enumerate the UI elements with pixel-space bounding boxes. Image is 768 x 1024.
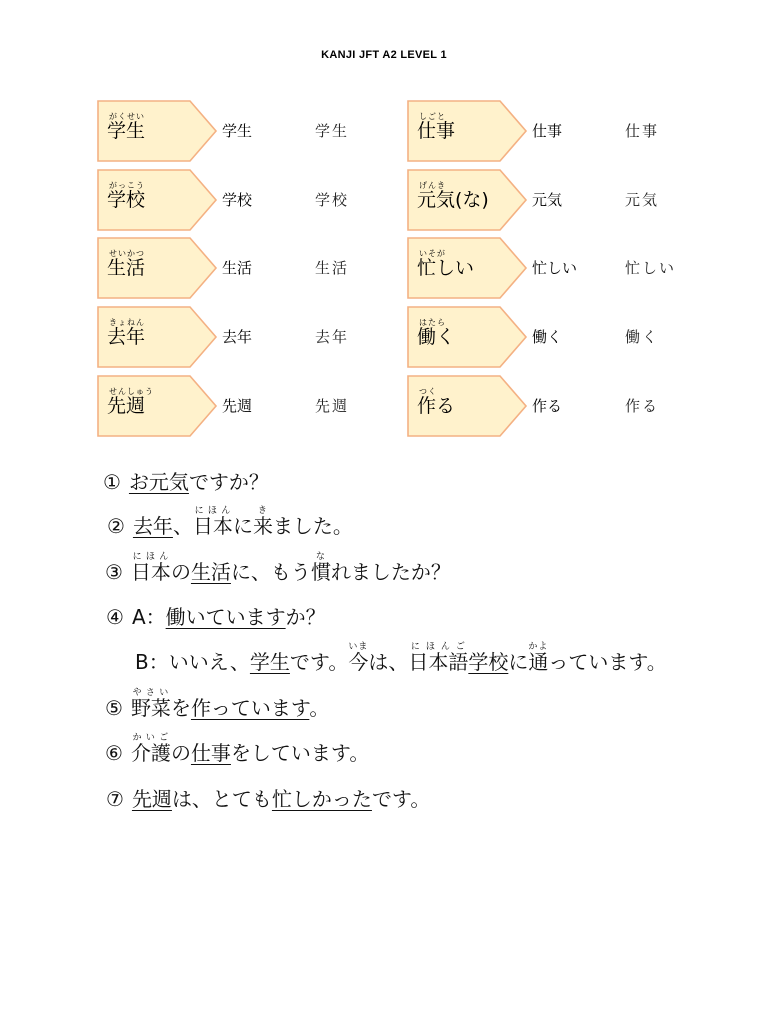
sentence-text: をしています。 bbox=[230, 741, 370, 765]
handwriting-sample: 学校 bbox=[315, 191, 350, 209]
ruby-base: 通 bbox=[528, 650, 549, 674]
furigana-reading: き bbox=[252, 506, 273, 516]
underlined-word: 学校 bbox=[468, 650, 509, 674]
furigana-word bbox=[130, 688, 171, 720]
furigana-word bbox=[528, 642, 549, 674]
sentence-text: です。 bbox=[289, 650, 349, 674]
sentence-number: ⑤ bbox=[105, 696, 123, 720]
sentence-text: は、とても bbox=[171, 787, 272, 811]
furigana-word bbox=[348, 642, 369, 674]
ruby-base: 野菜 bbox=[130, 696, 171, 720]
print-sample: 学校 bbox=[222, 191, 253, 209]
handwriting-sample: 学生 bbox=[315, 122, 350, 140]
sentence-text: に bbox=[232, 514, 253, 538]
kanji-card bbox=[97, 375, 217, 437]
sentence-text: の bbox=[170, 560, 191, 584]
furigana-reading: な bbox=[310, 552, 331, 562]
underlined-word: 学生 bbox=[249, 650, 290, 674]
kanji-card bbox=[97, 306, 217, 368]
ruby-base: 来 bbox=[252, 514, 273, 538]
sentence-text: です。 bbox=[371, 787, 431, 811]
sentence-text: 、 bbox=[172, 514, 193, 538]
underlined-word: 生活 bbox=[190, 560, 231, 584]
print-sample: 仕事 bbox=[532, 122, 563, 140]
sentence-text: 。 bbox=[309, 696, 330, 720]
card-kanji: 作る bbox=[417, 395, 456, 417]
furigana-word bbox=[310, 552, 331, 584]
handwriting-sample: 去年 bbox=[315, 328, 350, 346]
furigana-reading: いま bbox=[348, 642, 369, 652]
sentence-number: ③ bbox=[105, 560, 123, 584]
card-kanji: 仕事 bbox=[417, 120, 456, 142]
kanji-card bbox=[407, 237, 527, 299]
furigana-word bbox=[408, 642, 469, 674]
sentence-text: ました。 bbox=[272, 514, 353, 538]
print-sample: 働く bbox=[532, 328, 563, 346]
sentence-line bbox=[105, 686, 329, 730]
sentence-line bbox=[106, 777, 430, 821]
kanji-card bbox=[97, 100, 217, 162]
handwriting-sample: 働く bbox=[625, 328, 660, 346]
sentence-number: ④ bbox=[106, 605, 124, 629]
underlined-word: 仕事 bbox=[190, 741, 231, 765]
sentence-text: れましたか？ bbox=[330, 560, 451, 584]
card-furigana: がっこう bbox=[109, 181, 145, 190]
handwriting-sample: 作る bbox=[625, 397, 660, 415]
handwriting-sample: 生活 bbox=[315, 259, 350, 277]
furigana-word bbox=[130, 552, 171, 584]
sentence-line bbox=[105, 731, 369, 775]
sentence-text: か？ bbox=[285, 605, 326, 629]
furigana-reading: かいご bbox=[130, 733, 171, 743]
sentence-text: に、もう bbox=[230, 560, 311, 584]
underlined-word: 去年 bbox=[132, 514, 173, 538]
handwriting-sample: 仕事 bbox=[625, 122, 660, 140]
sentence-text: A： bbox=[131, 605, 166, 629]
sentence-text: B：いいえ、 bbox=[135, 650, 250, 674]
furigana-reading: にほん bbox=[130, 552, 171, 562]
print-sample: 作る bbox=[532, 397, 563, 415]
ruby-base: 日本語 bbox=[408, 650, 469, 674]
sentence-line bbox=[105, 550, 451, 594]
handwriting-sample: 先週 bbox=[315, 397, 350, 415]
ruby-base: 日本 bbox=[192, 514, 233, 538]
ruby-base: 介護 bbox=[130, 741, 171, 765]
handwriting-sample: 元気 bbox=[625, 191, 660, 209]
furigana-word bbox=[130, 733, 171, 765]
kanji-card bbox=[97, 237, 217, 299]
furigana-reading: にほん bbox=[192, 506, 233, 516]
kanji-card bbox=[97, 169, 217, 231]
card-furigana: きょねん bbox=[109, 318, 145, 327]
sentence-number: ② bbox=[107, 514, 125, 538]
page-title: KANJI JFT A2 LEVEL 1 bbox=[321, 49, 447, 61]
furigana-reading: やさい bbox=[130, 688, 171, 698]
ruby-base: 日本 bbox=[130, 560, 171, 584]
furigana-word bbox=[252, 506, 273, 538]
underlined-word: 作っています bbox=[190, 696, 310, 720]
sentence-line bbox=[107, 504, 353, 548]
card-kanji: 忙しい bbox=[417, 257, 475, 279]
furigana-reading: かよ bbox=[528, 642, 549, 652]
card-kanji: 生活 bbox=[107, 257, 146, 279]
card-furigana: しごと bbox=[419, 112, 446, 121]
sentence-text: を bbox=[170, 696, 191, 720]
card-kanji: 働く bbox=[417, 326, 456, 348]
print-sample: 学生 bbox=[222, 122, 253, 140]
card-furigana: せいかつ bbox=[109, 249, 145, 258]
card-kanji: 去年 bbox=[107, 326, 146, 348]
sentence-text: っています。 bbox=[548, 650, 667, 674]
sentence-text: は、 bbox=[368, 650, 409, 674]
kanji-card bbox=[407, 375, 527, 437]
furigana-word bbox=[192, 506, 233, 538]
sentence-line bbox=[106, 595, 326, 639]
sentence-text: ですか？ bbox=[188, 470, 269, 494]
kanji-card bbox=[407, 100, 527, 162]
underlined-word: 忙しかった bbox=[271, 787, 372, 811]
card-kanji: 学校 bbox=[107, 189, 146, 211]
card-furigana: つく bbox=[419, 387, 437, 396]
print-sample: 元気 bbox=[532, 191, 563, 209]
handwriting-sample: 忙しい bbox=[625, 259, 677, 277]
kanji-card bbox=[407, 169, 527, 231]
sentence-line bbox=[135, 640, 667, 684]
sentence-number: ⑦ bbox=[106, 787, 124, 811]
print-sample: 生活 bbox=[222, 259, 253, 277]
card-kanji: 元気(な) bbox=[417, 189, 489, 211]
sentence-text: に bbox=[508, 650, 529, 674]
ruby-base: 慣 bbox=[310, 560, 331, 584]
underlined-word: 働いています bbox=[165, 605, 286, 629]
print-sample: 忙しい bbox=[532, 259, 578, 277]
card-furigana: せんしゅう bbox=[109, 387, 154, 396]
sentence-line bbox=[103, 460, 269, 504]
card-kanji: 学生 bbox=[107, 120, 146, 142]
sentence-number: ① bbox=[103, 470, 121, 494]
print-sample: 去年 bbox=[222, 328, 253, 346]
card-furigana: がくせい bbox=[109, 112, 145, 121]
card-kanji: 先週 bbox=[107, 395, 146, 417]
card-furigana: いそが bbox=[419, 249, 446, 258]
sentence-text: の bbox=[170, 741, 191, 765]
underlined-word: 先週 bbox=[131, 787, 172, 811]
furigana-reading: にほんご bbox=[408, 642, 469, 652]
ruby-base: 今 bbox=[348, 650, 369, 674]
card-furigana: はたら bbox=[419, 318, 446, 327]
sentence-number: ⑥ bbox=[105, 741, 123, 765]
underlined-word: お元気 bbox=[128, 470, 189, 494]
kanji-card bbox=[407, 306, 527, 368]
print-sample: 先週 bbox=[222, 397, 253, 415]
card-furigana: げんき bbox=[419, 181, 446, 190]
